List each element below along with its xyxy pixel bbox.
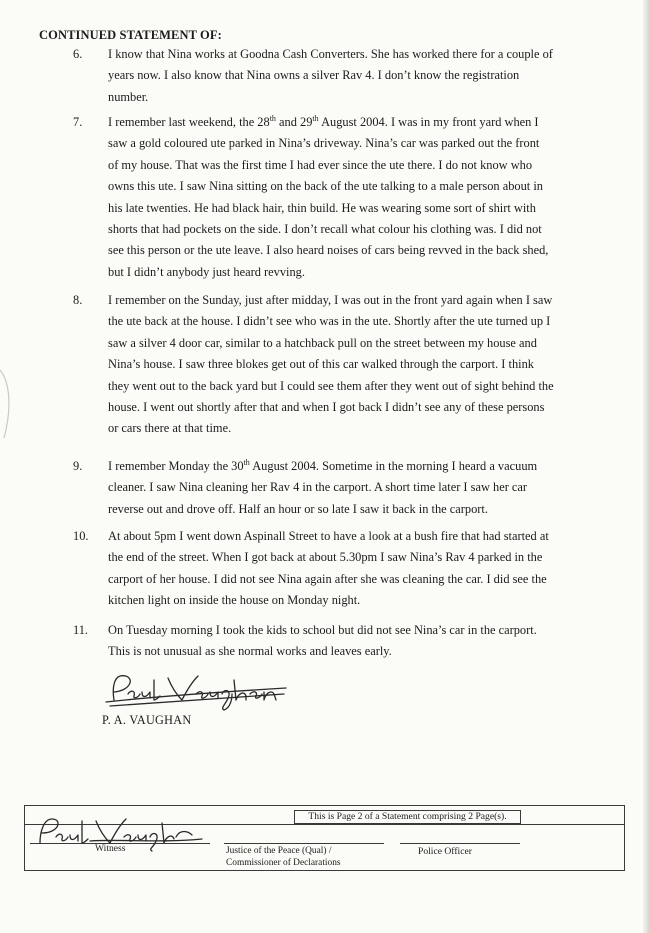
text-line: reverse out and drove off. Half an hour or so late I saw it back in the carport.: [108, 501, 488, 516]
text-line: but I didn’t anybody just heard revving.: [108, 264, 305, 279]
text-line: years now. I also know that Nina owns a silver Rav 4. I don’t know the registration: [108, 68, 520, 83]
text-line: At about 5pm I went down Aspinall Street to have a look at a bush fire that had started at: [108, 529, 549, 543]
text-line: Nina’s house. I saw three blokes get out of this car walked through the carport. I think: [108, 357, 534, 372]
signature-image: [100, 670, 290, 714]
footer-divider-line-jp: [224, 843, 384, 844]
item-number: 7.: [73, 115, 83, 129]
item-number: 8.: [73, 293, 83, 307]
item-number: 10.: [73, 529, 89, 543]
witness-label: Witness: [95, 843, 126, 854]
text-line: house. I went out shortly after that and when I got back I didn’t see any of these persons: [108, 400, 545, 415]
jp-label: [226, 845, 341, 869]
text-line: shorts that had pockets on the side. I don’t recall what colour his clothing was. I did not: [108, 222, 542, 237]
text-line: saw a silver 4 door car, similar to a hatchback pull on the street between my house and: [108, 335, 537, 350]
text-line: of my house. That was the first time I had ever since the ute there. I do not know who: [108, 157, 533, 172]
text-line: saw a gold coloured ute parked in Nina’s driveway. Nina’s car was parked out the front: [108, 136, 540, 151]
text-line: the ute back at the house. I didn’t see who was in the ute. Shortly after the ute turned up I: [108, 314, 551, 329]
item-text: [108, 456, 578, 520]
text-line: I remember on the Sunday, just after midday, I was out in the front yard again when I saw: [108, 293, 553, 307]
item-number: 11.: [73, 623, 89, 637]
text-line: see this person or the ute leave. I also heard noises of cars being revved in the back shed,: [108, 243, 549, 258]
item-number: 9.: [73, 459, 83, 473]
text-line: I know that Nina works at Goodna Cash Converters. She has worked there for a couple of: [108, 47, 553, 61]
text-line: This is not unusual as she normal works and leaves early.: [108, 644, 392, 659]
footer-divider-line-police: [400, 843, 520, 844]
signer-name: P. A. VAUGHAN: [102, 713, 192, 727]
item-text: [108, 526, 578, 612]
item-number: 6.: [73, 47, 83, 61]
text-line: cleaner. I saw Nina cleaning her Rav 4 in the carport. A short time later I saw her car: [108, 480, 528, 495]
page-count: This is Page 2 of a Statement comprising 2 Page(s).: [294, 810, 521, 824]
jp-label-line-2: Commissioner of Declarations: [226, 858, 341, 868]
item-text: [108, 620, 578, 663]
text-line: the end of the street. When I got back at about 5.30pm I saw Nina’s Rav 4 parked in the: [108, 550, 543, 565]
text-line: or cars there at that time.: [108, 421, 232, 436]
text-line: they went out to the back yard but I could see them after they went out of sight behind the: [108, 378, 554, 393]
text-line: number.: [108, 89, 149, 104]
item-text: [108, 44, 578, 108]
police-officer-label: Police Officer: [418, 846, 472, 857]
item-text: [108, 112, 578, 283]
margin-mark: [0, 368, 14, 440]
text-line: kitchen light on inside the house on Monday night.: [108, 593, 361, 608]
text-line: owns this ute. I saw Nina sitting on the back of the ute talking to a male person about in: [108, 179, 543, 194]
text-line: his late twenties. He had black hair, thin build. He was wearing some sort of shirt with: [108, 200, 536, 215]
page-edge-shadow: [643, 0, 649, 933]
text-line: carport of her house. I did not see Nina again after she was cleaning the car. I did see the: [108, 571, 547, 586]
text-line: I remember Monday the 30th August 2004. Sometime in the morning I heard a vacuum: [108, 457, 538, 473]
item-text: [108, 290, 578, 440]
jp-label-line-1: Justice of the Peace (Qual) /: [226, 846, 332, 856]
text-line: On Tuesday morning I took the kids to school but did not see Nina’s car in the carport.: [108, 623, 537, 637]
text-line: I remember last weekend, the 28th and 29th August 2004. I was in my front yard when I: [108, 113, 539, 129]
statement-heading: CONTINUED STATEMENT OF:: [39, 28, 222, 42]
